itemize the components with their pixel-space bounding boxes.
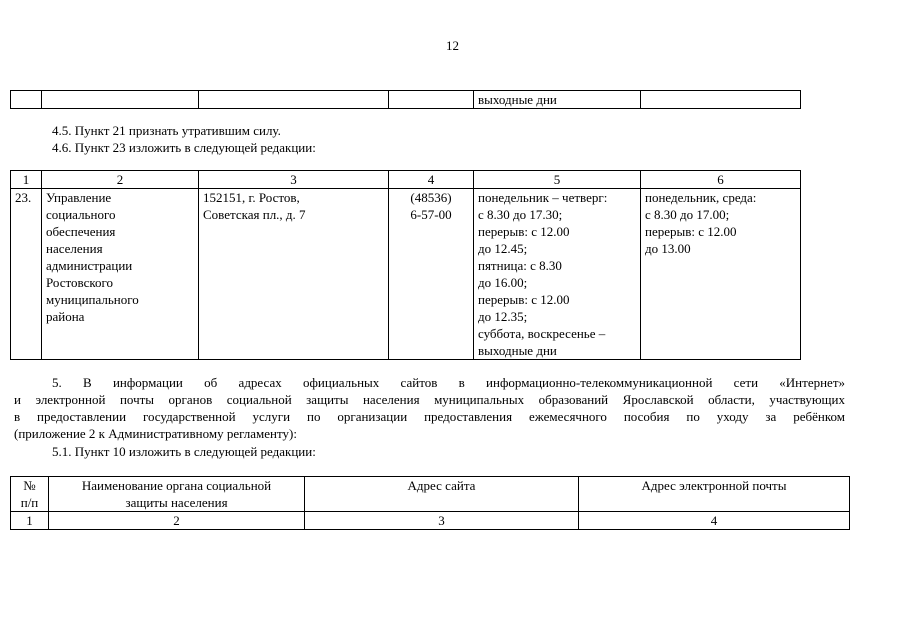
organization-phone: (48536) 6-57-00: [389, 189, 474, 360]
column-header: 2: [42, 171, 199, 189]
websites-table: [10, 476, 850, 530]
continuation-table: [10, 90, 801, 109]
column-header: 5: [474, 171, 641, 189]
item-4-6: 4.6. Пункт 23 изложить в следующей редакции:: [52, 140, 316, 155]
page-number: 12: [446, 38, 459, 53]
reception-schedule: понедельник, среда: с 8.30 до 17.00; перерыв: с 12.00 до 13.00: [641, 189, 801, 360]
table-header-row: [11, 171, 801, 189]
table-header-row: [11, 477, 850, 512]
column-header: Адрес электронной почты: [579, 477, 850, 512]
column-header: № п/п: [11, 477, 49, 512]
table-cell: [389, 91, 474, 109]
table-cell: [641, 91, 801, 109]
work-schedule: понедельник – четверг: с 8.30 до 17.30; перерыв: с 12.00 до 12.45; пятница: с 8.30 до 16.00; перерыв: с 12.00 до 12.35; суббота, воскресенье – выходные дни: [474, 189, 641, 360]
column-header: Наименование органа социальной защиты населения: [49, 477, 305, 512]
table-row: [11, 512, 850, 530]
table-cell: 4: [579, 512, 850, 530]
organization-address: 152151, г. Ростов, Советская пл., д. 7: [199, 189, 389, 360]
column-header: 4: [389, 171, 474, 189]
table-cell: выходные дни: [474, 91, 641, 109]
column-header: 3: [199, 171, 389, 189]
item-5-line-1: 5. В информации об адресах официальных сайтов в информационно-телекоммуникационной сети «Интернет»: [52, 375, 845, 390]
office-table: [10, 170, 801, 360]
table-cell: 2: [49, 512, 305, 530]
table-row: [11, 91, 801, 109]
item-5-line-2: и электронной почты органов социальной защиты населения муниципальных образований Ярославской области, участвующих: [14, 392, 845, 407]
table-cell: [11, 91, 42, 109]
table-cell: [199, 91, 389, 109]
table-cell: 3: [305, 512, 579, 530]
item-5-1: 5.1. Пункт 10 изложить в следующей редакции:: [52, 444, 316, 459]
column-header: Адрес сайта: [305, 477, 579, 512]
table-cell: 1: [11, 512, 49, 530]
column-header: 1: [11, 171, 42, 189]
table-row: [11, 189, 801, 360]
organization-name: Управление социального обеспечения населения администрации Ростовского муниципального района: [42, 189, 199, 360]
column-header: 6: [641, 171, 801, 189]
item-5-line-3: в предоставлении государственной услуги по организации предоставления ежемесячного пособия по уходу за ребёнком: [14, 409, 845, 424]
table-cell: [42, 91, 199, 109]
item-5-line-4: (приложение 2 к Административному регламенту):: [14, 426, 297, 441]
item-4-5: 4.5. Пункт 21 признать утратившим силу.: [52, 123, 281, 138]
row-number: 23.: [11, 189, 42, 360]
